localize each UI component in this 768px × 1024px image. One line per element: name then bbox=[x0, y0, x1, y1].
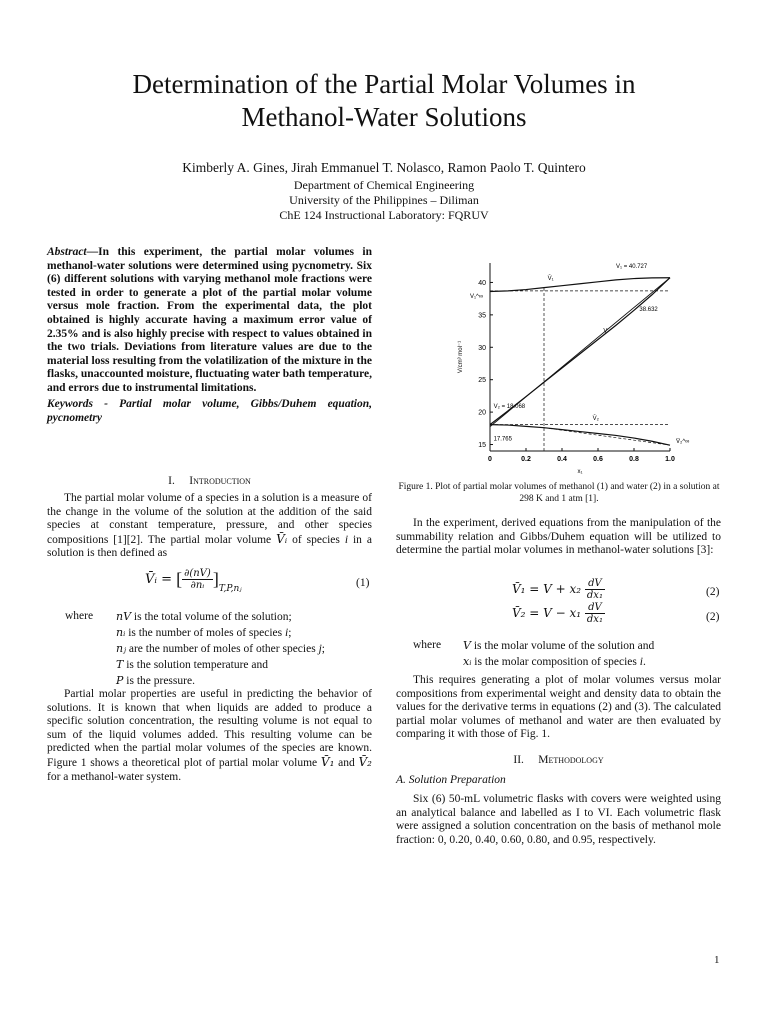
x-tick-label: 1.0 bbox=[665, 456, 675, 463]
x-tick-label: 0.4 bbox=[557, 456, 567, 463]
x-tick-label: 0.8 bbox=[629, 456, 639, 463]
right-p1-text: In the experiment, derived equations from the manipulation of the summability relation and Gibbs/Duhem equation will be utilized to determine the partial molar volumes in methanol-water solutions [3]: bbox=[396, 517, 721, 557]
symbol-vbar-i: V̄ᵢ bbox=[276, 531, 288, 546]
where-definitions: nV is the total volume of the solution; nᵢ is the number of moles of species i; nⱼ are the number of moles of other species j; T is the solution temperature and P is the pressure. bbox=[116, 610, 325, 687]
where-var-ni: nᵢ bbox=[116, 626, 126, 639]
equation-2: V̄₁ = V + x₂ $\frac{dV}{\text{dx₁}}$ bbox=[512, 578, 603, 601]
abstract bbox=[47, 246, 372, 396]
where-var-nj: nⱼ bbox=[116, 642, 126, 655]
equation-3: V̄₂ = V − x₁ $\frac{dV}{\text{dx₁}}$ bbox=[512, 602, 603, 625]
annotation-1: V̄₁ bbox=[547, 275, 554, 282]
y-tick-label: 25 bbox=[478, 377, 486, 385]
intro-p1-text-b: of species bbox=[287, 533, 345, 546]
series-line-2 bbox=[490, 425, 670, 446]
section-1-number: I. bbox=[168, 475, 175, 487]
where-text-nj: are the number of moles of other species bbox=[126, 643, 319, 655]
annotation-7: 17.765 bbox=[493, 436, 512, 443]
y-tick-label: 30 bbox=[478, 344, 486, 352]
where-definitions-right: V is the molar volume of the solution and xᵢ is the molar composition of species i. bbox=[463, 639, 655, 668]
affiliation-department: Department of Chemical Engineering bbox=[293, 178, 475, 192]
symbol-vbar-2: V̄₂ bbox=[358, 754, 372, 769]
y-tick-label: 20 bbox=[478, 409, 486, 417]
title-line-1: Determination of the Partial Molar Volumes in bbox=[132, 69, 636, 99]
where-label-right: where bbox=[413, 639, 442, 651]
method-p1-text: Six (6) 50-mL volumetric flasks with covers were weighted using an analytical balance and labelled as I to VI. Each volumetric flask were assigned a solution concentration on the basis of methanol mole fraction: 0, 0.20, 0.40, 0.60, 0.80, and 0.95, respectively. bbox=[396, 793, 721, 846]
y-tick-label: 40 bbox=[478, 279, 486, 287]
equation-3-number: (2) bbox=[706, 611, 720, 623]
authors: Kimberly A. Gines, Jirah Emmanuel T. Nolasco, Ramon Paolo T. Quintero bbox=[182, 160, 586, 175]
annotation-2: V₁^∞ bbox=[470, 294, 484, 301]
x-axis-label: x₁ bbox=[577, 469, 583, 475]
where-text-p: is the pressure. bbox=[123, 675, 195, 687]
where-label: where bbox=[65, 610, 94, 622]
figure-1-caption: Figure 1. Plot of partial molar volumes of methanol (1) and water (2) in a solution at 298 K and 1 atm [1]. bbox=[398, 482, 720, 504]
section-2-number: II. bbox=[513, 754, 524, 766]
right-p2-text: This requires generating a plot of molar volumes versus molar compositions from experimental weight and density data to obtain the values for the derivative terms in equations (2) and (3). The calculated partial molar volumes of methanol and water are then evaluated by comparing it with those of Fig. 1. bbox=[396, 674, 721, 741]
intro-p2-text-b: and bbox=[334, 756, 359, 769]
annotation-5: V₂ = 18.068 bbox=[493, 404, 526, 411]
x-tick-label: 0 bbox=[488, 456, 492, 463]
where-var-p: P bbox=[116, 674, 124, 687]
intro-p1-text-a: The partial molar volume of a species in a solution is a measure of the change in the volume of the solution at the addition of the said species at constant temperature, pressure, and other species compositions [1][2]. The partial molar volume bbox=[47, 492, 372, 546]
chart-axes bbox=[458, 263, 675, 475]
where-text-nv: is the total volume of the solution; bbox=[131, 611, 292, 623]
abstract-label: Abstract bbox=[47, 246, 87, 258]
right-paragraph-1 bbox=[396, 517, 721, 558]
where-var-nv: nV bbox=[116, 610, 132, 623]
title-line-2: Methanol-Water Solutions bbox=[241, 102, 527, 132]
right-paragraph-2 bbox=[396, 674, 721, 742]
annotation-3: V bbox=[603, 328, 608, 335]
where-text-t: is the solution temperature and bbox=[123, 659, 269, 671]
symbol-vbar-1: V̄₁ bbox=[320, 754, 335, 769]
where-var-xi: xᵢ bbox=[463, 655, 472, 668]
x-tick-label: 0.2 bbox=[521, 456, 531, 463]
annotation-6: V̄₂ bbox=[592, 415, 599, 422]
y-tick-label: 15 bbox=[478, 442, 486, 450]
abstract-text: —In this experiment, the partial molar volumes in methanol-water solutions were determined using pycnometry. Six (6) different solutions with varying methanol mole fractions were tested in order to generate a plot of the partial molar volume versus mole fraction. From the experimental data, the plot obtained is highly accurate having a maximum error value of 2.35% and is also highly precise with respect to values obtained in the two trials. Deviations from literature values are due to the material loss resulting from the volatilization of the mixture in the flasks, unaccounted moisture, fluctuating water bath temperature, and errors due to instrumental limitations. bbox=[47, 246, 372, 394]
where-text-v: is the molar volume of the solution and bbox=[470, 640, 655, 652]
x-tick-label: 0.6 bbox=[593, 456, 603, 463]
symbol-i: i bbox=[344, 533, 349, 546]
y-tick-label: 35 bbox=[478, 312, 486, 320]
equation-1-number: (1) bbox=[356, 577, 370, 589]
where-text-ni: is the number of moles of species bbox=[125, 627, 285, 639]
affiliation-university: University of the Philippines – Diliman bbox=[289, 193, 479, 207]
keywords: Keywords - Partial molar volume, Gibbs/Duhem equation, pycnometry bbox=[47, 398, 372, 424]
section-2-heading bbox=[396, 754, 721, 766]
subsection-a-heading: A. Solution Preparation bbox=[396, 774, 506, 786]
intro-p2-text-a: Partial molar properties are useful in predicting the behavior of solutions. It is known that when liquids are added to produce a specific solution concentration, the resulting volume is not equal to sum of the liquid volumes added. This resulting volume can be predicted when the partial molar volumes of the species are known. Figure 1 shows a theoretical plot of partial molar volume bbox=[47, 688, 372, 769]
intro-p1-text-c: in a solution is then defined as bbox=[47, 533, 372, 560]
section-1-title: Introduction bbox=[189, 475, 251, 487]
affiliation-course: ChE 124 Instructional Laboratory: FQRUV bbox=[279, 208, 489, 222]
equation-1: V̄ᵢ = [ $\frac{\partial(nV)}{\text{∂nᵢ}}$ ]$_{T,P,nⱼ}$ bbox=[145, 568, 242, 595]
annotation-8: V̄₂^∞ bbox=[676, 439, 690, 446]
paper-title bbox=[40, 68, 728, 134]
where-var-v: V bbox=[463, 639, 471, 652]
series-line-0 bbox=[490, 278, 670, 292]
annotation-0: V₁ = 40.727 bbox=[616, 264, 648, 271]
chart-series bbox=[490, 278, 670, 451]
equation-2-number: (2) bbox=[706, 586, 720, 598]
where-var-t: T bbox=[116, 658, 124, 671]
section-1-heading bbox=[47, 475, 372, 487]
method-paragraph-1 bbox=[396, 793, 721, 847]
affiliation bbox=[40, 178, 728, 223]
where-text-xi: is the molar composition of species bbox=[471, 656, 640, 668]
intro-paragraph-2 bbox=[47, 688, 372, 784]
y-axis-label: V/cm³ mol⁻¹ bbox=[458, 340, 464, 374]
section-2-title: Methodology bbox=[538, 754, 604, 766]
figure-1-chart bbox=[450, 255, 690, 477]
annotation-4: 38.632 bbox=[639, 306, 658, 313]
intro-paragraph-1 bbox=[47, 492, 372, 561]
intro-p2-text-c: for a methanol-water system. bbox=[47, 770, 182, 783]
page-number: 1 bbox=[714, 954, 720, 966]
